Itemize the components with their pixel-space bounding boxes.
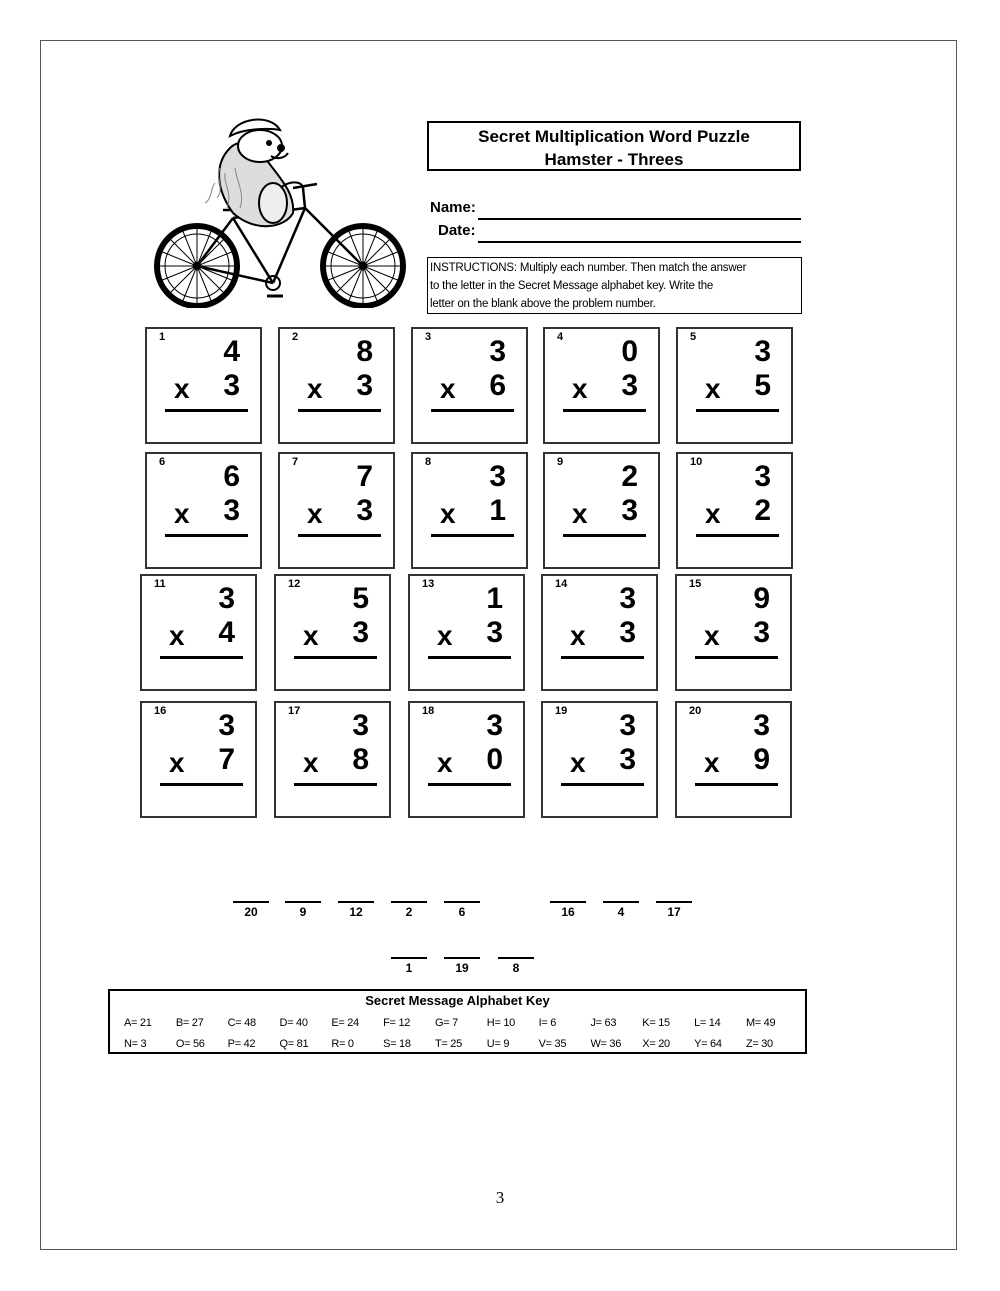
problem-bottom-number: 3 xyxy=(356,369,373,402)
problem-number: 17 xyxy=(288,705,301,717)
alphabet-key-entry: S= 18 xyxy=(383,1038,411,1050)
problem-top-number: 9 xyxy=(753,582,770,615)
problem-number: 14 xyxy=(555,578,568,590)
problem-box xyxy=(140,574,257,691)
alphabet-key-entry: E= 24 xyxy=(331,1017,359,1029)
problem-bottom-number: 3 xyxy=(486,616,503,649)
alphabet-key-entry: H= 10 xyxy=(486,1017,515,1029)
answer-line[interactable] xyxy=(298,409,381,412)
multiply-sign: x xyxy=(440,373,456,404)
message-blank[interactable]: 2 xyxy=(391,901,427,923)
alphabet-key-entry: A= 21 xyxy=(124,1017,152,1029)
problem-number: 8 xyxy=(425,456,432,468)
multiply-sign: x xyxy=(174,373,190,404)
answer-line[interactable] xyxy=(431,534,514,537)
answer-line[interactable] xyxy=(563,409,646,412)
multiply-sign: x xyxy=(437,747,453,778)
problem-box xyxy=(675,574,792,691)
worksheet-title xyxy=(427,121,801,171)
problem-box xyxy=(140,701,257,818)
problem-box xyxy=(543,327,660,444)
problem-number: 15 xyxy=(689,578,702,590)
alphabet-key xyxy=(108,989,807,1054)
problem-box xyxy=(278,327,395,444)
problem-bottom-number: 3 xyxy=(619,616,636,649)
answer-line[interactable] xyxy=(298,534,381,537)
problem-number: 16 xyxy=(154,705,167,717)
problem-number: 13 xyxy=(422,578,435,590)
instructions-line-2: to the letter in the Secret Message alphabet key. Write the xyxy=(430,280,714,292)
alphabet-key-entry: L= 14 xyxy=(694,1017,721,1029)
problem-box xyxy=(411,452,528,569)
problem-box xyxy=(408,701,525,818)
problem-box xyxy=(145,327,262,444)
alphabet-key-entry: C= 48 xyxy=(227,1017,256,1029)
message-blank[interactable]: 19 xyxy=(444,957,480,979)
problem-number: 1 xyxy=(159,331,166,343)
alphabet-key-row xyxy=(124,1017,797,1029)
message-blank[interactable]: 12 xyxy=(338,901,374,923)
alphabet-key-entry: I= 6 xyxy=(538,1017,557,1029)
message-blank[interactable]: 17 xyxy=(656,901,692,923)
problem-top-number: 4 xyxy=(223,335,240,368)
problem-bottom-number: 8 xyxy=(352,743,369,776)
multiply-sign: x xyxy=(572,498,588,529)
alphabet-key-entry: U= 9 xyxy=(486,1038,510,1050)
message-blank[interactable]: 20 xyxy=(233,901,269,923)
alphabet-key-entry: Z= 30 xyxy=(745,1038,773,1050)
multiply-sign: x xyxy=(705,373,721,404)
multiply-sign: x xyxy=(704,747,720,778)
alphabet-key-entry: P= 42 xyxy=(227,1038,256,1050)
alphabet-key-entry: T= 25 xyxy=(434,1038,462,1050)
problem-number: 2 xyxy=(292,331,299,343)
problem-number: 9 xyxy=(557,456,564,468)
problem-top-number: 3 xyxy=(619,709,636,742)
alphabet-key-entry: G= 7 xyxy=(434,1017,458,1029)
alphabet-key-entry: J= 63 xyxy=(590,1017,617,1029)
message-blank[interactable]: 8 xyxy=(498,957,534,979)
problem-bottom-number: 3 xyxy=(621,369,638,402)
alphabet-key-entry: K= 15 xyxy=(642,1017,670,1029)
problem-box xyxy=(411,327,528,444)
problem-top-number: 3 xyxy=(352,709,369,742)
problem-top-number: 0 xyxy=(621,335,638,368)
message-blank[interactable]: 16 xyxy=(550,901,586,923)
alphabet-key-title: Secret Message Alphabet Key xyxy=(365,993,550,1008)
answer-line[interactable] xyxy=(294,656,377,659)
instructions-line-1: INSTRUCTIONS: Multiply each number. Then match the answer xyxy=(430,262,747,274)
problem-top-number: 7 xyxy=(356,460,373,493)
alphabet-key-entry: N= 3 xyxy=(124,1038,147,1050)
problem-box xyxy=(675,701,792,818)
instructions-box xyxy=(427,257,802,314)
multiply-sign: x xyxy=(174,498,190,529)
problem-box xyxy=(676,327,793,444)
multiply-sign: x xyxy=(169,747,185,778)
title-line-2: Hamster - Threes xyxy=(544,150,684,169)
answer-line[interactable] xyxy=(695,656,778,659)
alphabet-key-entry: X= 20 xyxy=(642,1038,670,1050)
multiply-sign: x xyxy=(570,620,586,651)
problem-number: 4 xyxy=(557,331,564,343)
multiply-sign: x xyxy=(705,498,721,529)
problem-top-number: 3 xyxy=(218,582,235,615)
problem-number: 5 xyxy=(690,331,697,343)
alphabet-key-entry: B= 27 xyxy=(175,1017,204,1029)
problem-bottom-number: 4 xyxy=(218,616,235,649)
problem-bottom-number: 2 xyxy=(754,494,771,527)
multiply-sign: x xyxy=(303,747,319,778)
message-blank[interactable]: 1 xyxy=(391,957,427,979)
date-field[interactable] xyxy=(478,241,801,243)
problem-number: 10 xyxy=(690,456,703,468)
problem-number: 20 xyxy=(689,705,702,717)
problem-top-number: 2 xyxy=(621,460,638,493)
problem-box xyxy=(543,452,660,569)
multiply-sign: x xyxy=(570,747,586,778)
problem-box xyxy=(274,574,391,691)
answer-line[interactable] xyxy=(696,409,779,412)
problem-box xyxy=(274,701,391,818)
problem-bottom-number: 3 xyxy=(223,494,240,527)
message-blank[interactable]: 6 xyxy=(444,901,480,923)
alphabet-key-entry: R= 0 xyxy=(331,1038,354,1050)
name-label: Name: xyxy=(430,199,476,216)
problem-bottom-number: 3 xyxy=(753,616,770,649)
problem-top-number: 3 xyxy=(486,709,503,742)
answer-line[interactable] xyxy=(563,534,646,537)
answer-line[interactable] xyxy=(294,783,377,786)
answer-line[interactable] xyxy=(160,656,243,659)
multiply-sign: x xyxy=(437,620,453,651)
problem-top-number: 5 xyxy=(352,582,369,615)
problem-box xyxy=(145,452,262,569)
multiply-sign: x xyxy=(572,373,588,404)
problem-bottom-number: 3 xyxy=(619,743,636,776)
alphabet-key-entry: V= 35 xyxy=(538,1038,567,1050)
problem-number: 19 xyxy=(555,705,568,717)
answer-line[interactable] xyxy=(160,783,243,786)
multiply-sign: x xyxy=(704,620,720,651)
problem-number: 12 xyxy=(288,578,301,590)
answer-line[interactable] xyxy=(428,783,511,786)
problem-top-number: 3 xyxy=(753,709,770,742)
answer-line[interactable] xyxy=(165,534,248,537)
problem-number: 7 xyxy=(292,456,299,468)
page-number: 3 xyxy=(495,1188,505,1207)
problem-bottom-number: 7 xyxy=(218,743,235,776)
problem-box xyxy=(676,452,793,569)
alphabet-key-entry: O= 56 xyxy=(175,1038,205,1050)
multiply-sign: x xyxy=(307,373,323,404)
problem-top-number: 1 xyxy=(486,582,503,615)
alphabet-key-entry: M= 49 xyxy=(745,1017,776,1029)
problem-number: 18 xyxy=(422,705,435,717)
answer-line[interactable] xyxy=(561,656,644,659)
problem-bottom-number: 3 xyxy=(621,494,638,527)
problem-number: 11 xyxy=(154,578,166,590)
message-blank[interactable]: 4 xyxy=(603,901,639,923)
answer-line[interactable] xyxy=(561,783,644,786)
problem-bottom-number: 6 xyxy=(489,369,506,402)
message-blank[interactable]: 9 xyxy=(285,901,321,923)
alphabet-key-entry: D= 40 xyxy=(279,1017,308,1029)
alphabet-key-entry: Q= 81 xyxy=(279,1038,309,1050)
problem-bottom-number: 5 xyxy=(754,369,771,402)
alphabet-key-entry: Y= 64 xyxy=(694,1038,722,1050)
problem-top-number: 3 xyxy=(489,335,506,368)
multiply-sign: x xyxy=(440,498,456,529)
problem-bottom-number: 3 xyxy=(356,494,373,527)
problem-bottom-number: 3 xyxy=(352,616,369,649)
problem-box xyxy=(408,574,525,691)
answer-line[interactable] xyxy=(428,656,511,659)
problem-top-number: 3 xyxy=(218,709,235,742)
problem-top-number: 3 xyxy=(754,460,771,493)
problem-number: 3 xyxy=(425,331,432,343)
date-label: Date: xyxy=(438,222,476,239)
problem-top-number: 3 xyxy=(754,335,771,368)
problem-number: 6 xyxy=(159,456,166,468)
alphabet-key-row xyxy=(124,1038,797,1050)
hamster-on-bicycle-icon xyxy=(145,108,415,308)
name-field[interactable] xyxy=(478,218,801,220)
answer-line[interactable] xyxy=(696,534,779,537)
title-line-1: Secret Multiplication Word Puzzle xyxy=(478,127,750,146)
problem-top-number: 3 xyxy=(619,582,636,615)
problem-bottom-number: 1 xyxy=(489,494,506,527)
problem-top-number: 6 xyxy=(223,460,240,493)
answer-line[interactable] xyxy=(431,409,514,412)
multiply-sign: x xyxy=(169,620,185,651)
problem-bottom-number: 9 xyxy=(753,743,770,776)
answer-line[interactable] xyxy=(165,409,248,412)
problem-box xyxy=(541,701,658,818)
answer-line[interactable] xyxy=(695,783,778,786)
multiply-sign: x xyxy=(307,498,323,529)
problem-top-number: 8 xyxy=(356,335,373,368)
instructions-line-3: letter on the blank above the problem number. xyxy=(430,298,656,310)
problem-bottom-number: 3 xyxy=(223,369,240,402)
alphabet-key-entry: F= 12 xyxy=(383,1017,411,1029)
problem-bottom-number: 0 xyxy=(486,743,503,776)
multiply-sign: x xyxy=(303,620,319,651)
problem-box xyxy=(278,452,395,569)
alphabet-key-entry: W= 36 xyxy=(590,1038,622,1050)
problem-top-number: 3 xyxy=(489,460,506,493)
problem-box xyxy=(541,574,658,691)
